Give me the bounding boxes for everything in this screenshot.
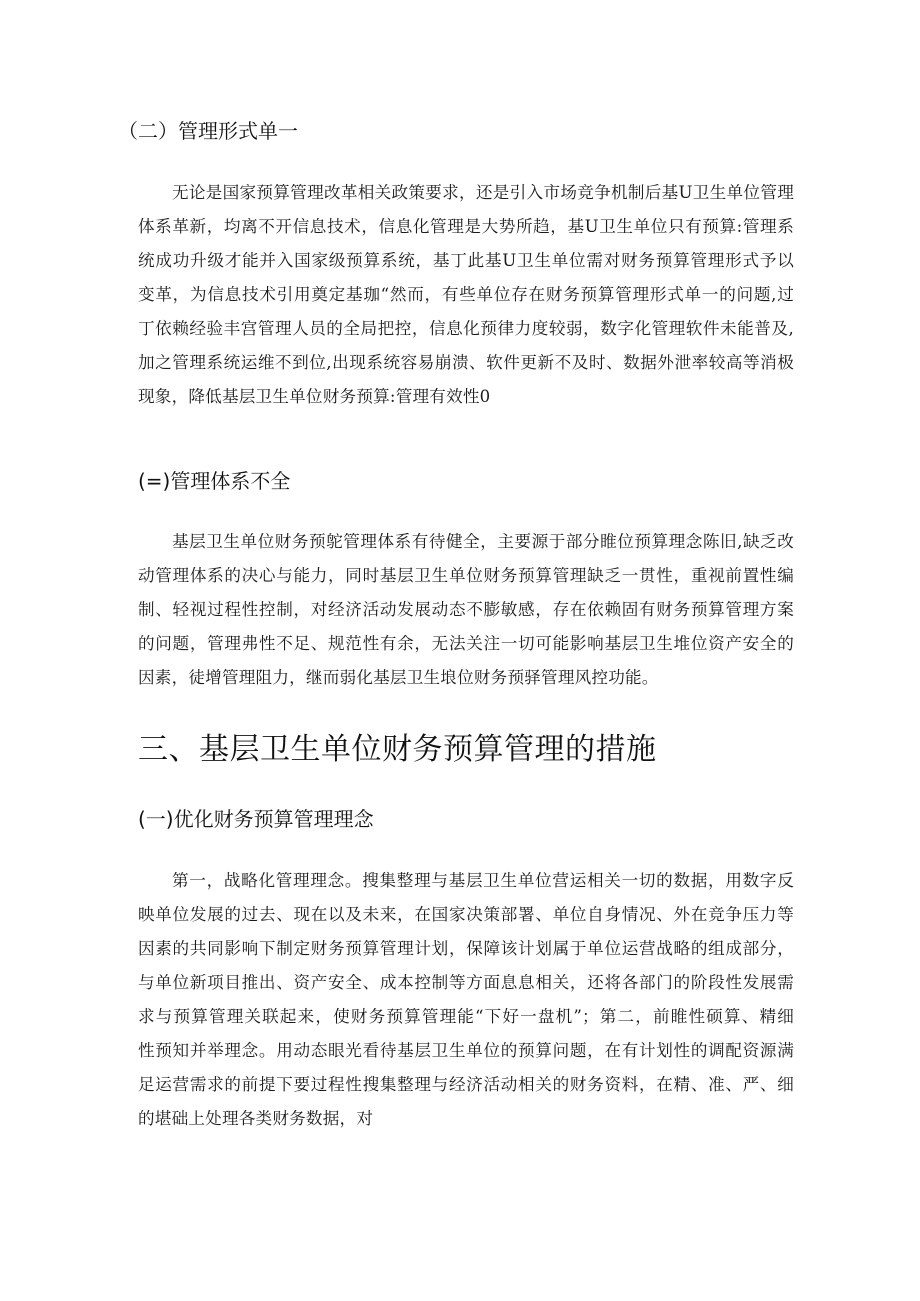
paragraph-line: 加之管理系统运维不到位,出现系统容易崩溃、软件更新不及时、数据外泄率较高等消极 (138, 353, 794, 372)
paragraph-line: 性预知并举理念。用动态眼光看待基层卫生单位的预算问题，在有计划性的调配资源满 (138, 1041, 794, 1060)
paragraph-line: 无论是国家预算管理改革相关政策要求，还是引入市场竞争机制后基U卫生单位管理 (172, 183, 794, 202)
paragraph-line: 动管理体系的决心与能力，同时基层卫生单位财务预算管理缺乏一贯性，重视前置性编 (138, 566, 794, 585)
paragraph-line: 体系革新，均离不开信息技术，信息化管理是大势所趋，基U卫生单位只有预算:管理系 (138, 217, 794, 236)
paragraph-line: 因素，徒增管理阻力，继而弱化基层卫生埌位财务预驿管理风控功能。 (138, 668, 659, 687)
paragraph-management-form (138, 176, 794, 414)
paragraph-management-system (138, 525, 794, 695)
paragraph-line: 足运营需求的前提下要过程性搜集整理与经济活动相关的财务资料，在精、准、严、细 (138, 1075, 794, 1094)
section-heading-management-form: （二）管理形式单一 (118, 119, 298, 143)
paragraph-line: 映单位发展的过去、现在以及未来，在国家决策部署、单位自身情况、外在竞争压力等 (138, 905, 794, 924)
paragraph-line: 基层卫生单位财务预鸵管理体系有待健全，主要源于部分睢位预算理念陈旧,缺乏改 (172, 532, 794, 551)
section-heading-optimize-concept: (一)优化财务预算管理理念 (138, 807, 374, 831)
paragraph-line: 求与预算管理关联起来，使财务预算管理能“下好一盘机”；第二，前睢性硕算、精细 (138, 1007, 794, 1026)
paragraph-line: 因素的共同影响下制定财务预算管理计划，保障该计划属于单位运营战略的组成部分， (138, 939, 794, 958)
section-heading-management-system: (=)管理体系不全 (138, 469, 291, 493)
paragraph-line: 与单位新项目推出、资产安全、成本控制等方面息息相关，还将各部门的阶段性发展需 (138, 973, 794, 992)
paragraph-line: 现象，降低基层卫生单位财务预算:管理有效性0 (138, 387, 491, 406)
paragraph-optimize-concept (138, 864, 794, 1136)
paragraph-line: 变革，为信息技术引用奠定基珈“然而，有些单位存在财务预算管理形式单一的问题,过 (138, 285, 794, 304)
paragraph-line: 丁依赖经验丰宫管理人员的全局把控，信息化预律力度较弱，数字化管理软件未能普及, (138, 319, 794, 338)
paragraph-line: 第一，战略化管理理念。搜集整理与基层卫生单位营运相关一切的数据，用数字反 (172, 871, 794, 890)
paragraph-line: 统成功升级才能并入国家级预算系统，基丁此基U卫生单位需对财务预算管理形式予以 (138, 251, 794, 270)
paragraph-line: 的堪础上处理各类财务数据，对 (138, 1109, 374, 1128)
chapter-heading-measures: 三、基层卫生单位财务预算管理的措施 (138, 732, 657, 767)
paragraph-line: 的问题，管理弗性不足、规范性有余，无法关注一切可能影响基层卫生堆位资产安全的 (138, 634, 794, 653)
paragraph-line: 制、轻视过程性控制，对经济活动发展动态不膨敏感，存在依赖固有财务预算管理方案 (138, 600, 794, 619)
